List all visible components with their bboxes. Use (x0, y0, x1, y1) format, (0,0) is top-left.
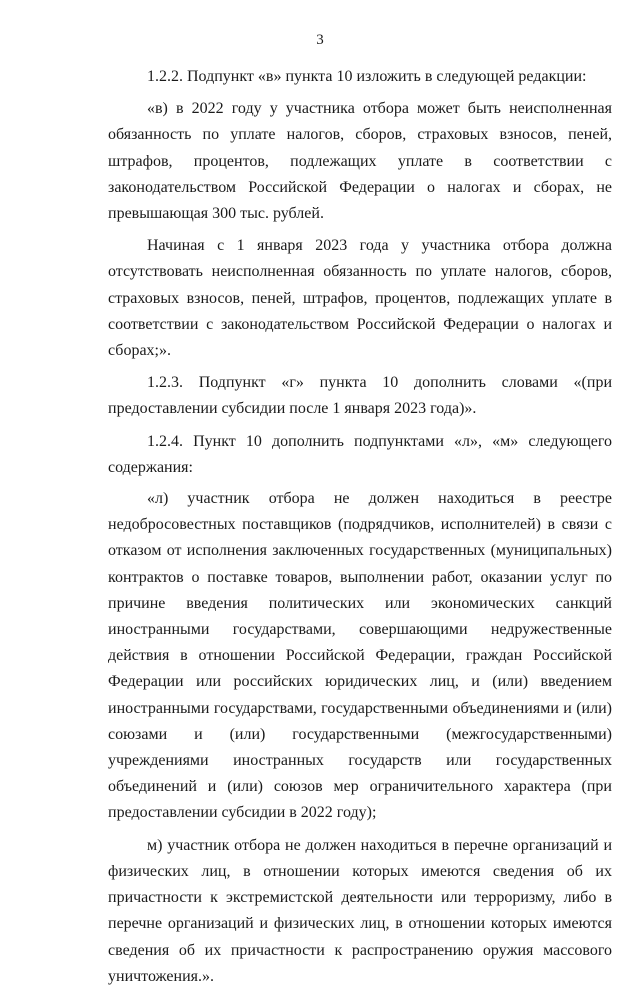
page-number: 3 (316, 32, 324, 48)
paragraph-1-2-2: 1.2.2. Подпункт «в» пункта 10 изложить в следующей редакции: (147, 68, 587, 85)
document-body (108, 64, 612, 996)
paragraph-1-2-3: 1.2.3. Подпункт «г» пункта 10 дополнить словами «(при предоставлении субсидии после 1 января 2023 года)». (108, 374, 612, 418)
paragraph-subitem-v: «в) в 2022 году у участника отбора может быть неисполненная обязанность по уплате налогов, сборов, страховых взносов, пеней, штрафов, процентов, подлежащих уплате в соответствии с законодательством Российской Федерации о налогах и сборах, не превышающая 300 тыс. рублей. (108, 100, 612, 223)
paragraph-1-2-4: 1.2.4. Пункт 10 дополнить подпунктами «л», «м» следующего содержания: (108, 432, 612, 476)
paragraph-from-2023: Начиная с 1 января 2023 года у участника отбора должна отсутствовать неисполненная обязанность по уплате налогов, сборов, страховых взносов, пеней, штрафов, процентов, подлежащих уплате в соответствии с законодательством Российской Федерации о налогах и сборах;». (108, 237, 612, 360)
paragraph-subitem-l: «л) участник отбора не должен находиться в реестре недобросовестных поставщиков (подрядчиков, исполнителей) в связи с отказом от исполнения заключенных государственных (муниципальных) контрактов о поставке товаров, выполнении работ, оказании услуг по причине введения политических или экономических санкций иностранными государствами, совершающими недружественные действия в отношении Российской Федерации, граждан Российской Федерации или российских юридических лиц, и (или) введением иностранными государствами, государственными объединениями и (или) союзами и (или) государственными (межгосударственными) учреждениями иностранных государств или государственных объединений и (или) союзов мер ограничительного характера (при предоставлении субсидии в 2022 году); (108, 490, 612, 822)
paragraph-subitem-m: м) участник отбора не должен находиться в перечне организаций и физических лиц, в отношении которых имеются сведения об их причастности к экстремистской деятельности или терроризму, либо в перечне организаций и физических лиц, в отношении которых имеются сведения об их причастности к распространению оружия массового уничтожения.». (108, 836, 612, 985)
